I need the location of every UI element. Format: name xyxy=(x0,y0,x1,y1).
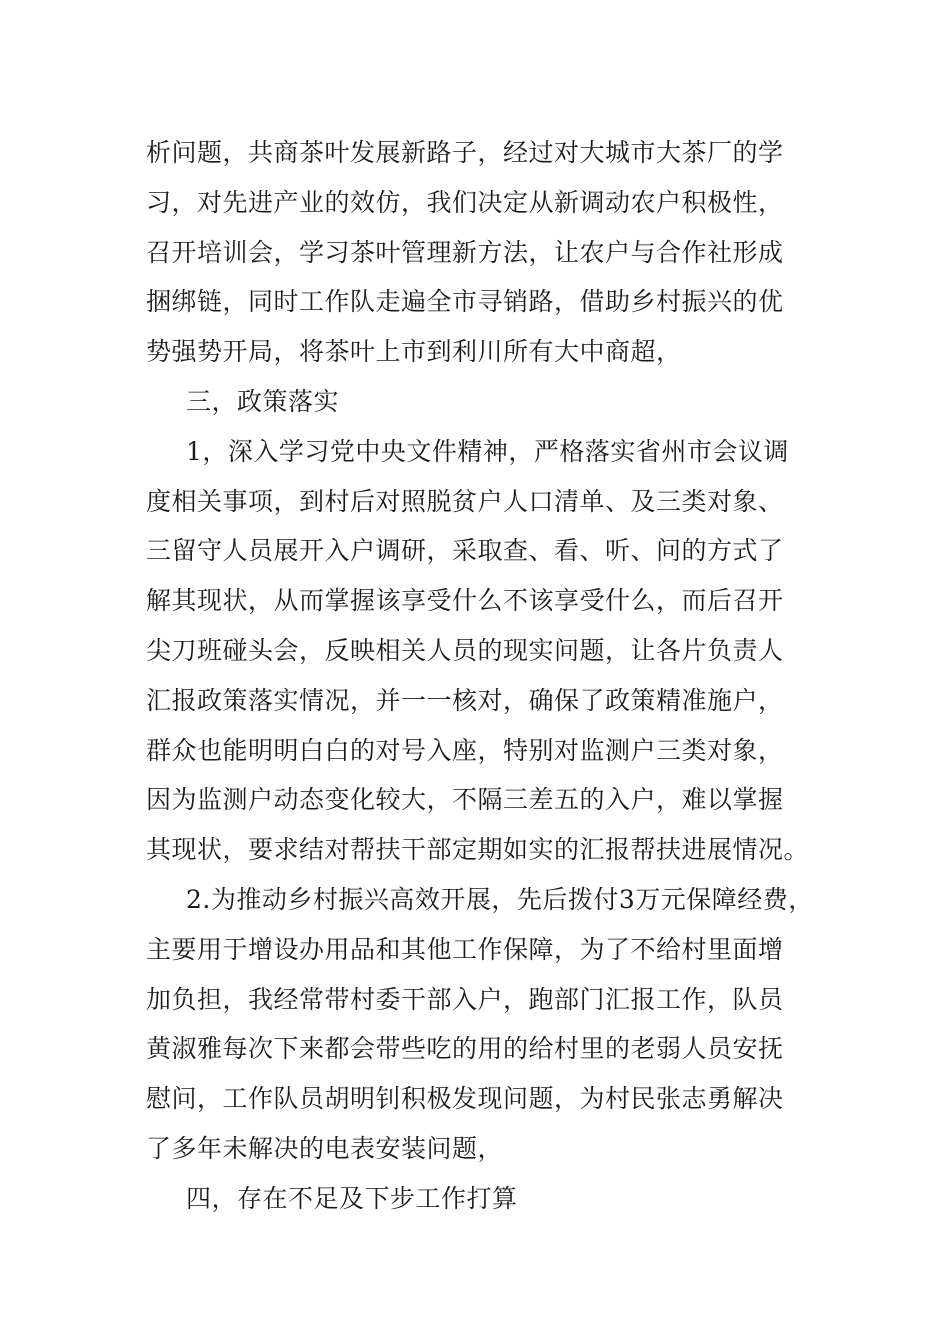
text-line: 因为监测户动态变化较大，不隔三差五的入户，难以掌握 xyxy=(146,785,784,815)
text-line: 1，深入学习党中央文件精神，严格落实省州市会议调 xyxy=(186,436,789,466)
text-line: 加负担，我经常带村委干部入户，跑部门汇报工作，队员 xyxy=(146,984,784,1014)
section-heading: 三，政策落实 xyxy=(186,386,340,416)
text-line: 析问题，共商茶叶发展新路子，经过对大城市大茶厂的学 xyxy=(146,138,784,167)
text-line: 召开培训会，学习茶叶管理新方法，让农户与合作社形成 xyxy=(146,237,784,267)
text-line: 了多年未解决的电表安装问题， xyxy=(146,1133,504,1163)
text-line: 主要用于增设办用品和其他工作保障，为了不给村里面增 xyxy=(146,934,784,964)
text-line: 捆绑链，同时工作队走遍全市寻销路，借助乡村振兴的优 xyxy=(146,287,784,317)
text-line: 汇报政策落实情况，并一一核对，确保了政策精准施户， xyxy=(146,685,784,715)
text-line: 尖刀班碰头会，反映相关人员的现实问题，让各片负责人 xyxy=(146,635,784,665)
text-line: 群众也能明明白白的对号入座，特别对监测户三类对象， xyxy=(146,735,784,765)
text-line: 三留守人员展开入户调研，采取查、看、听、问的方式了 xyxy=(146,536,784,566)
text-line: 解其现状，从而掌握该享受什么不该享受什么，而后召开 xyxy=(146,586,784,616)
text-line: 习，对先进产业的效仿，我们决定从新调动农户积极性， xyxy=(146,187,784,217)
text-line: 慰问，工作队员胡明钊积极发现问题，为村民张志勇解决 xyxy=(146,1084,784,1114)
text-line: 2.为推动乡村振兴高效开展，先后拨付3万元保障经费， xyxy=(186,884,814,914)
section-heading: 四，存在不足及下步工作打算 xyxy=(186,1183,518,1213)
text-line: 其现状，要求结对帮扶干部定期如实的汇报帮扶进展情况。 xyxy=(146,835,810,865)
text-line: 势强势开局，将茶叶上市到利川所有大中商超， xyxy=(146,337,682,367)
text-line: 黄淑雅每次下来都会带些吃的用的给村里的老弱人员安抚 xyxy=(146,1034,784,1064)
document-body xyxy=(146,128,826,1224)
text-line: 度相关事项，到村后对照脱贫户人口清单、及三类对象、 xyxy=(146,486,784,516)
